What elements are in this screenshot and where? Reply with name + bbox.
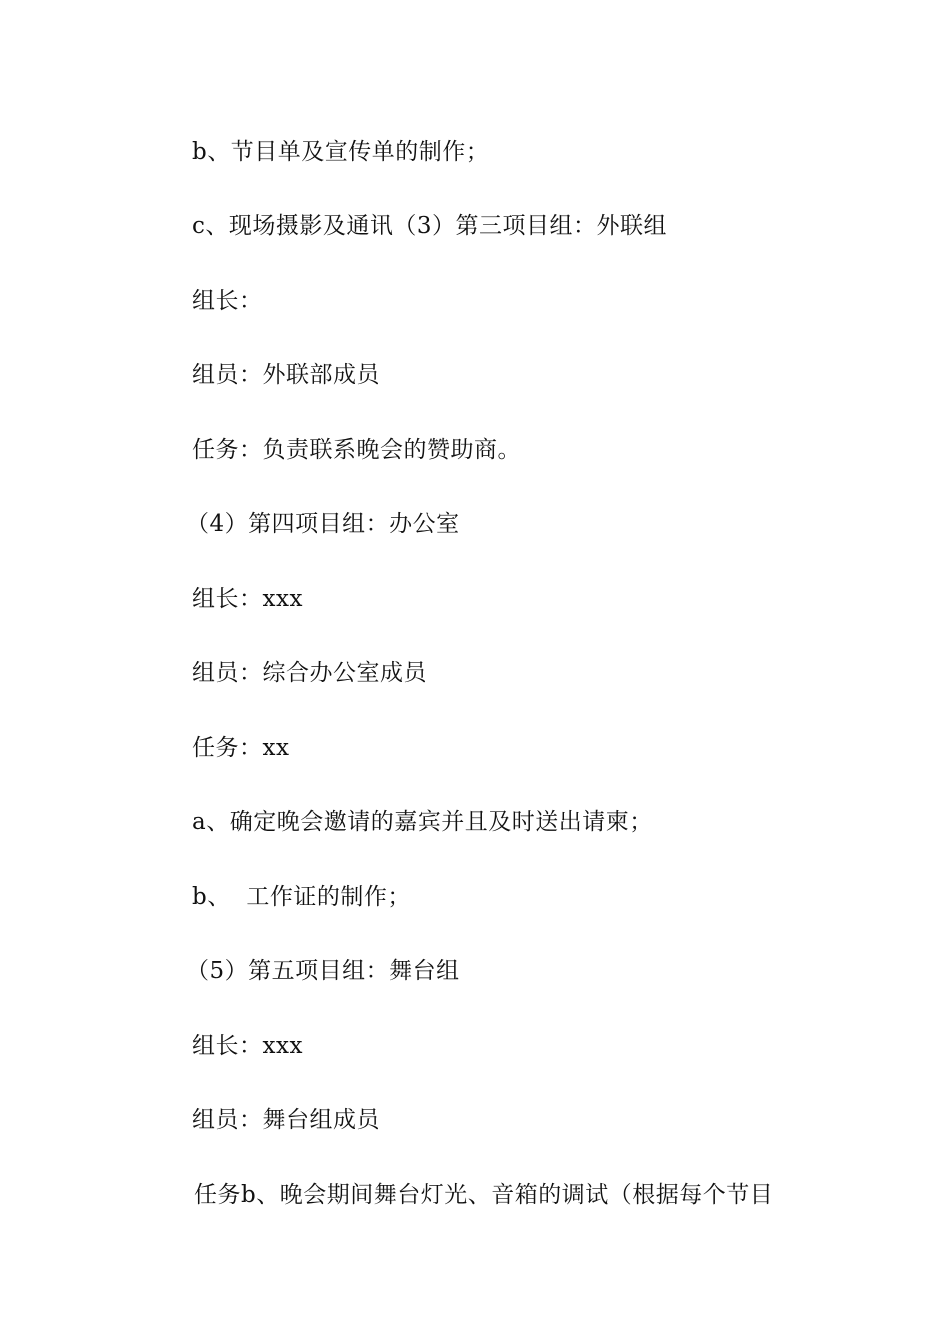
text-line: 任务b、晚会期间舞台灯光、音箱的调试（根据每个节目 bbox=[194, 1182, 774, 1208]
text-line: 组员：综合办公室成员 bbox=[192, 660, 427, 686]
text-line: 组长：xxx bbox=[192, 586, 303, 612]
text-line: a、确定晚会邀请的嘉宾并且及时送出请柬； bbox=[192, 809, 653, 835]
section-heading: （4）第四项目组：办公室 bbox=[186, 511, 460, 537]
text-line: b、节目单及宣传单的制作； bbox=[192, 139, 490, 165]
text-line: 组长：xxx bbox=[192, 1033, 303, 1059]
text-line: c、现场摄影及通讯（3）第三项目组：外联组 bbox=[192, 213, 668, 239]
section-heading: （5）第五项目组：舞台组 bbox=[186, 958, 460, 984]
text-line: b、 工作证的制作； bbox=[192, 884, 411, 910]
text-line: 组员：舞台组成员 bbox=[192, 1107, 380, 1133]
text-line: 任务：xx bbox=[192, 735, 290, 761]
text-line: 组长： bbox=[192, 288, 263, 314]
text-line: 任务：负责联系晚会的赞助商。 bbox=[192, 437, 521, 463]
text-line: 组员：外联部成员 bbox=[192, 362, 380, 388]
